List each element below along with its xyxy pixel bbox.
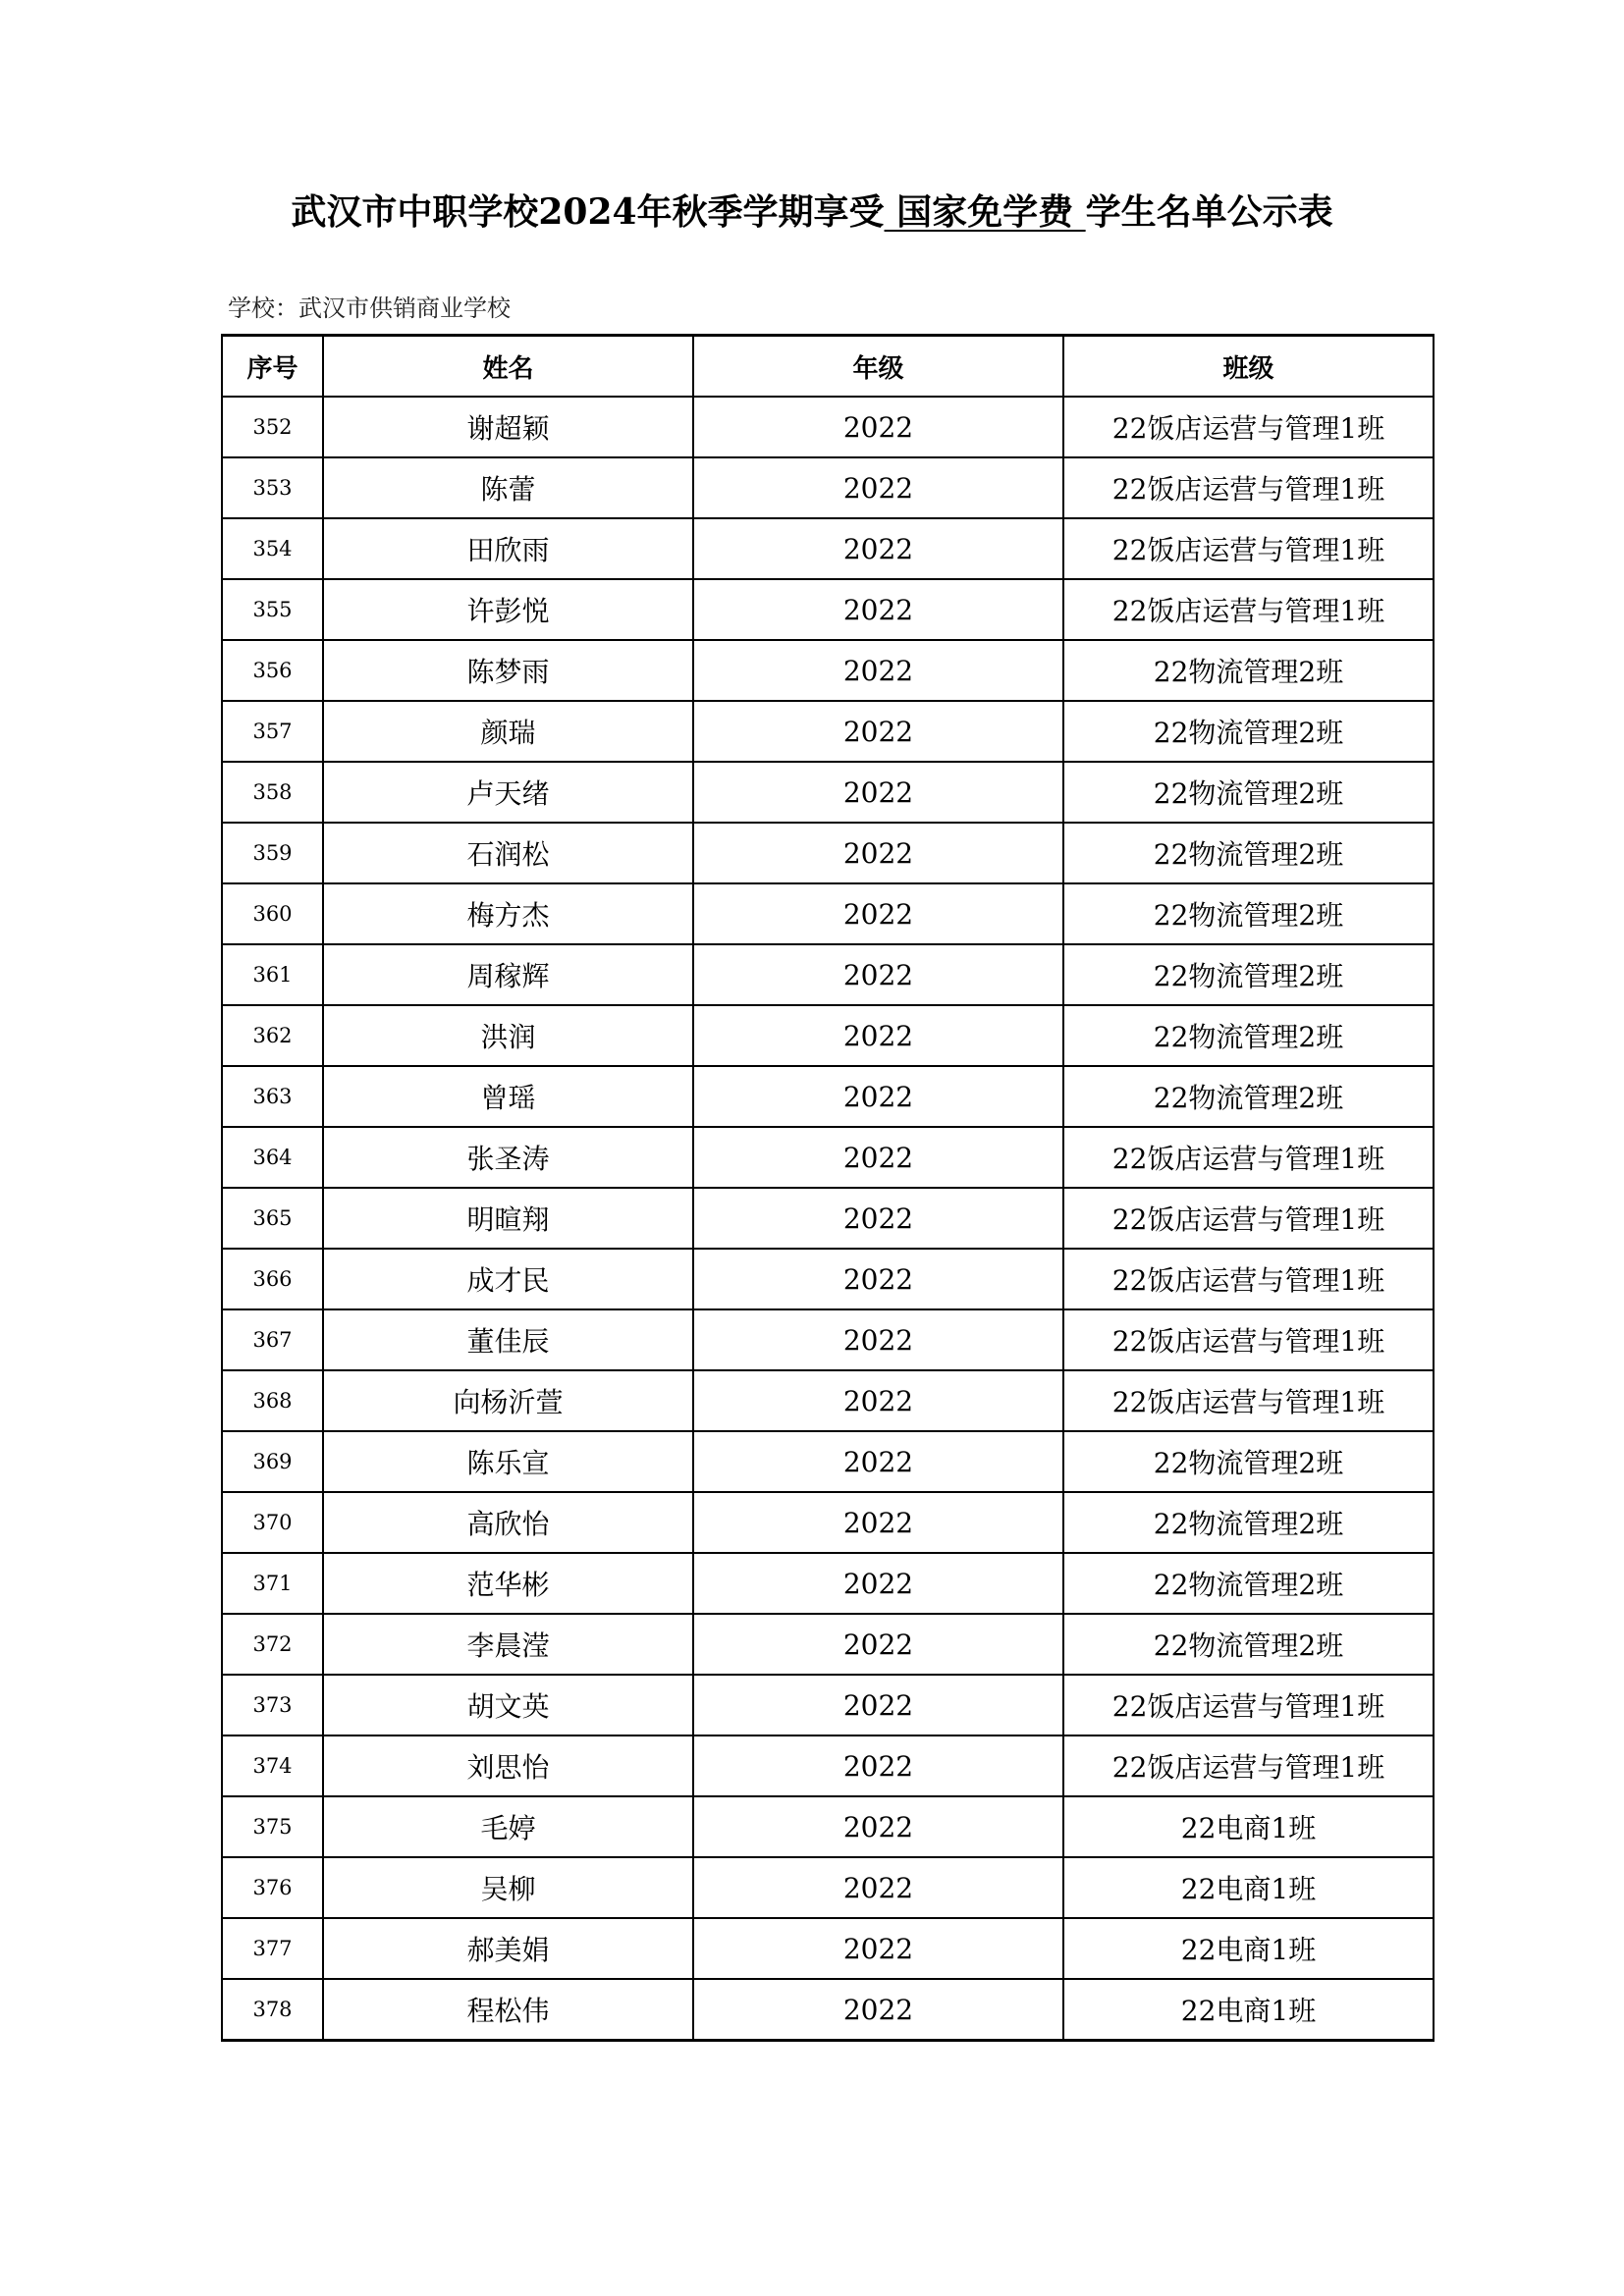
cell-class: 22物流管理2班 — [1063, 883, 1434, 944]
table-row — [222, 944, 1434, 1005]
cell-serial-number: 377 — [222, 1918, 323, 1979]
cell-student-name: 李晨滢 — [323, 1614, 693, 1675]
cell-serial-number: 378 — [222, 1979, 323, 2041]
cell-serial-number: 359 — [222, 823, 323, 883]
cell-class: 22物流管理2班 — [1063, 701, 1434, 762]
table-row — [222, 1309, 1434, 1370]
cell-grade: 2022 — [693, 1431, 1063, 1492]
table-body — [222, 397, 1434, 2041]
cell-student-name: 胡文英 — [323, 1675, 693, 1735]
cell-grade: 2022 — [693, 883, 1063, 944]
cell-class: 22物流管理2班 — [1063, 1005, 1434, 1066]
cell-class: 22饭店运营与管理1班 — [1063, 1370, 1434, 1431]
table-row — [222, 701, 1434, 762]
cell-class: 22饭店运营与管理1班 — [1063, 1249, 1434, 1309]
cell-class: 22饭店运营与管理1班 — [1063, 518, 1434, 579]
table-header-row — [222, 336, 1434, 398]
cell-serial-number: 375 — [222, 1796, 323, 1857]
table-row — [222, 762, 1434, 823]
cell-student-name: 张圣涛 — [323, 1127, 693, 1188]
table-row — [222, 1492, 1434, 1553]
cell-class: 22物流管理2班 — [1063, 1431, 1434, 1492]
cell-student-name: 陈蕾 — [323, 457, 693, 518]
cell-class: 22电商1班 — [1063, 1918, 1434, 1979]
cell-student-name: 郝美娟 — [323, 1918, 693, 1979]
table-row — [222, 397, 1434, 457]
title-prefix: 武汉市中职学校2024年秋季学期享受 — [291, 191, 885, 233]
cell-student-name: 刘思怡 — [323, 1735, 693, 1796]
school-name-line: 学校：武汉市供销商业学校 — [228, 294, 511, 322]
table-row — [222, 1431, 1434, 1492]
cell-grade: 2022 — [693, 1309, 1063, 1370]
cell-grade: 2022 — [693, 823, 1063, 883]
cell-class: 22饭店运营与管理1班 — [1063, 457, 1434, 518]
cell-student-name: 成才民 — [323, 1249, 693, 1309]
cell-serial-number: 363 — [222, 1066, 323, 1127]
table-row — [222, 1553, 1434, 1614]
cell-serial-number: 374 — [222, 1735, 323, 1796]
cell-class: 22电商1班 — [1063, 1979, 1434, 2041]
cell-serial-number: 367 — [222, 1309, 323, 1370]
table-row — [222, 1614, 1434, 1675]
cell-serial-number: 356 — [222, 640, 323, 701]
header-serial-number: 序号 — [222, 336, 323, 398]
cell-grade: 2022 — [693, 1553, 1063, 1614]
cell-serial-number: 364 — [222, 1127, 323, 1188]
cell-grade: 2022 — [693, 1249, 1063, 1309]
cell-serial-number: 366 — [222, 1249, 323, 1309]
cell-class: 22电商1班 — [1063, 1857, 1434, 1918]
cell-student-name: 程松伟 — [323, 1979, 693, 2041]
cell-serial-number: 361 — [222, 944, 323, 1005]
cell-grade: 2022 — [693, 1979, 1063, 2041]
table-row — [222, 579, 1434, 640]
cell-grade: 2022 — [693, 1188, 1063, 1249]
cell-student-name: 颜瑞 — [323, 701, 693, 762]
table-row — [222, 640, 1434, 701]
cell-student-name: 吴柳 — [323, 1857, 693, 1918]
cell-grade: 2022 — [693, 579, 1063, 640]
cell-serial-number: 353 — [222, 457, 323, 518]
cell-grade: 2022 — [693, 1735, 1063, 1796]
cell-class: 22物流管理2班 — [1063, 1553, 1434, 1614]
title-underlined-category: 国家免学费 — [884, 191, 1086, 233]
table-row — [222, 1918, 1434, 1979]
cell-serial-number: 365 — [222, 1188, 323, 1249]
cell-class: 22物流管理2班 — [1063, 762, 1434, 823]
header-grade: 年级 — [693, 336, 1063, 398]
cell-grade: 2022 — [693, 1127, 1063, 1188]
table-row — [222, 1675, 1434, 1735]
cell-class: 22饭店运营与管理1班 — [1063, 579, 1434, 640]
cell-grade: 2022 — [693, 457, 1063, 518]
table-row — [222, 1127, 1434, 1188]
cell-serial-number: 358 — [222, 762, 323, 823]
table-row — [222, 823, 1434, 883]
cell-student-name: 石润松 — [323, 823, 693, 883]
cell-grade: 2022 — [693, 1918, 1063, 1979]
cell-student-name: 陈梦雨 — [323, 640, 693, 701]
cell-student-name: 董佳辰 — [323, 1309, 693, 1370]
cell-student-name: 田欣雨 — [323, 518, 693, 579]
cell-student-name: 许彭悦 — [323, 579, 693, 640]
table-row — [222, 1370, 1434, 1431]
cell-student-name: 周稼辉 — [323, 944, 693, 1005]
cell-class: 22物流管理2班 — [1063, 1066, 1434, 1127]
cell-student-name: 陈乐宣 — [323, 1431, 693, 1492]
cell-serial-number: 370 — [222, 1492, 323, 1553]
cell-grade: 2022 — [693, 1614, 1063, 1675]
cell-student-name: 毛婷 — [323, 1796, 693, 1857]
cell-grade: 2022 — [693, 518, 1063, 579]
cell-class: 22饭店运营与管理1班 — [1063, 1309, 1434, 1370]
cell-student-name: 高欣怡 — [323, 1492, 693, 1553]
cell-class: 22物流管理2班 — [1063, 640, 1434, 701]
cell-class: 22饭店运营与管理1班 — [1063, 397, 1434, 457]
table-row — [222, 1188, 1434, 1249]
cell-student-name: 曾瑶 — [323, 1066, 693, 1127]
cell-student-name: 梅方杰 — [323, 883, 693, 944]
cell-serial-number: 369 — [222, 1431, 323, 1492]
table-row — [222, 1005, 1434, 1066]
table-row — [222, 1735, 1434, 1796]
cell-serial-number: 357 — [222, 701, 323, 762]
cell-class: 22电商1班 — [1063, 1796, 1434, 1857]
table-row — [222, 1979, 1434, 2041]
table-row — [222, 1857, 1434, 1918]
cell-class: 22物流管理2班 — [1063, 1614, 1434, 1675]
cell-class: 22饭店运营与管理1班 — [1063, 1188, 1434, 1249]
cell-serial-number: 362 — [222, 1005, 323, 1066]
cell-grade: 2022 — [693, 640, 1063, 701]
cell-grade: 2022 — [693, 1796, 1063, 1857]
cell-class: 22物流管理2班 — [1063, 823, 1434, 883]
cell-grade: 2022 — [693, 1005, 1063, 1066]
cell-grade: 2022 — [693, 397, 1063, 457]
cell-student-name: 谢超颖 — [323, 397, 693, 457]
cell-student-name: 洪润 — [323, 1005, 693, 1066]
student-roster-table — [221, 334, 1435, 2042]
cell-serial-number: 368 — [222, 1370, 323, 1431]
page-title — [0, 185, 1624, 235]
cell-serial-number: 372 — [222, 1614, 323, 1675]
cell-grade: 2022 — [693, 1492, 1063, 1553]
cell-student-name: 明暄翔 — [323, 1188, 693, 1249]
cell-serial-number: 360 — [222, 883, 323, 944]
table-row — [222, 518, 1434, 579]
cell-serial-number: 354 — [222, 518, 323, 579]
cell-class: 22饭店运营与管理1班 — [1063, 1675, 1434, 1735]
cell-grade: 2022 — [693, 701, 1063, 762]
cell-class: 22物流管理2班 — [1063, 1492, 1434, 1553]
table-row — [222, 1796, 1434, 1857]
cell-serial-number: 352 — [222, 397, 323, 457]
cell-serial-number: 371 — [222, 1553, 323, 1614]
cell-grade: 2022 — [693, 1066, 1063, 1127]
cell-class: 22饭店运营与管理1班 — [1063, 1735, 1434, 1796]
table-row — [222, 883, 1434, 944]
cell-student-name: 卢天绪 — [323, 762, 693, 823]
header-class: 班级 — [1063, 336, 1434, 398]
cell-grade: 2022 — [693, 1370, 1063, 1431]
cell-student-name: 范华彬 — [323, 1553, 693, 1614]
cell-serial-number: 376 — [222, 1857, 323, 1918]
cell-serial-number: 355 — [222, 579, 323, 640]
cell-class: 22物流管理2班 — [1063, 944, 1434, 1005]
table-row — [222, 1249, 1434, 1309]
cell-grade: 2022 — [693, 1857, 1063, 1918]
cell-student-name: 向杨沂萱 — [323, 1370, 693, 1431]
cell-class: 22饭店运营与管理1班 — [1063, 1127, 1434, 1188]
table-row — [222, 457, 1434, 518]
header-name: 姓名 — [323, 336, 693, 398]
table-row — [222, 1066, 1434, 1127]
cell-serial-number: 373 — [222, 1675, 323, 1735]
cell-grade: 2022 — [693, 1675, 1063, 1735]
title-suffix: 学生名单公示表 — [1085, 191, 1333, 233]
cell-grade: 2022 — [693, 944, 1063, 1005]
cell-grade: 2022 — [693, 762, 1063, 823]
